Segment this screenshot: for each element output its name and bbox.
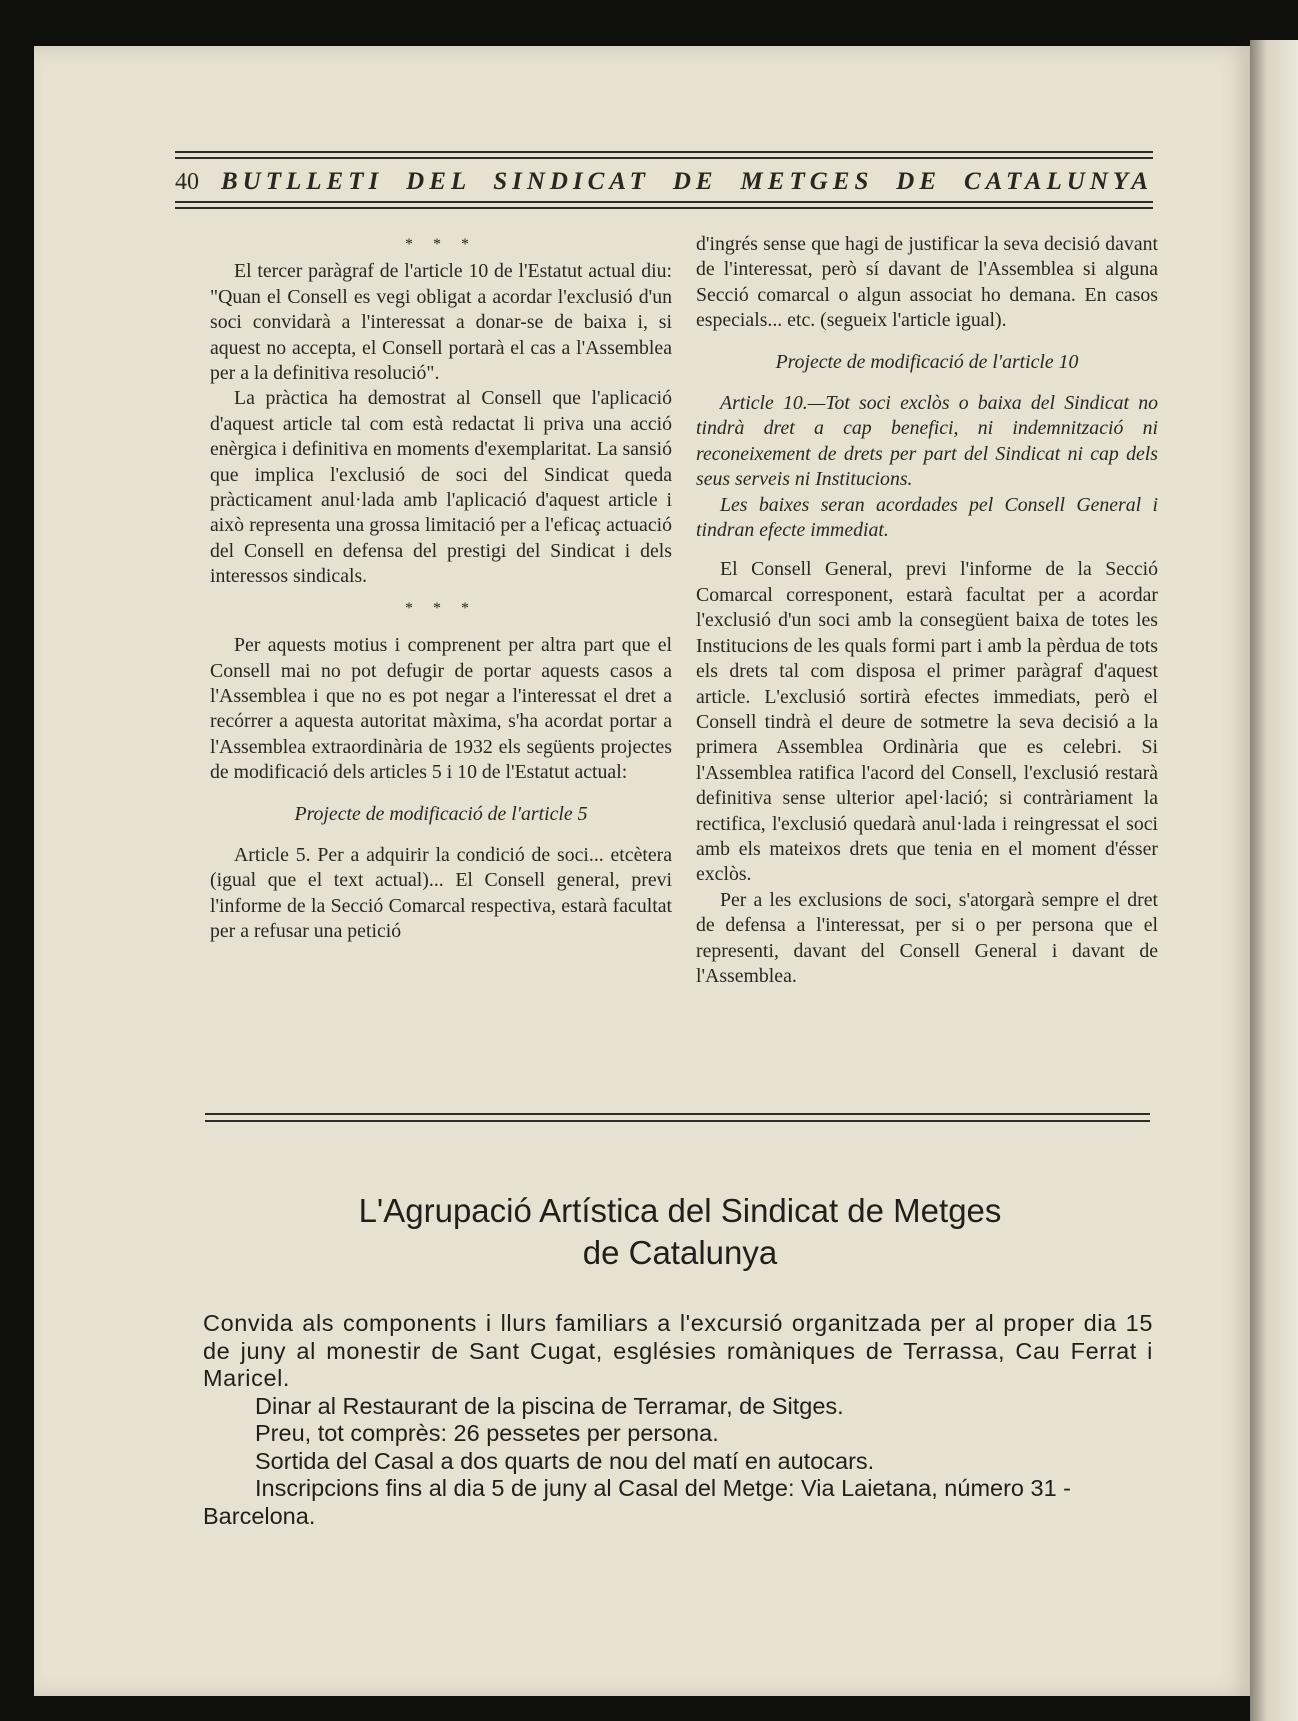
notice-title-line: L'Agrupació Artística del Sindicat de Metges: [358, 1192, 1002, 1229]
notice-body: [203, 1310, 1153, 1530]
paragraph: Article 5. Per a adquirir la condició de soci... etcètera (igual que el text actual)... El Consell general, previ l'informe de la Secció Comarcal respectiva, estarà facultat per a refusar una petició: [210, 843, 672, 943]
next-page-edge: [1250, 40, 1298, 1721]
left-column: [210, 232, 672, 945]
header-top-rule: [175, 151, 1153, 159]
header-bottom-rule: [175, 201, 1153, 209]
notice-text: Inscripcions fins al dia 5 de juny al Casal del Metge: Via Laietana, número 31 - Barcelona.: [203, 1475, 1072, 1529]
running-header: [175, 166, 1153, 198]
section-divider: [205, 1113, 1150, 1122]
subheading: Projecte de modificació de l'article 5: [294, 802, 588, 825]
paragraph: Per aquests motius i comprenent per altra part que el Consell mai no pot defugir de portar aquests casos a l'Assemblea i que no es pot negar a l'interessat el dret a recórrer a aquesta autoritat màxima, s'ha acordat portar a l'Assemblea extraordinària de 1932 els següents projectes de modificació dels articles 5 i 10 de l'Estatut actual:: [210, 634, 672, 784]
paragraph: El Consell General, previ l'informe de la Secció Comarcal corresponent, estarà facultat per a acordar l'exclusió d'un soci amb la consegüent baixa de totes les Institucions de les quals formi part i amb la pèrdua de tots els drets tal com disposa el primer paràgraf d'aquest article. L'exclusió sortirà efectes immediats, però el Consell tindrà el deure de sotmetre la seva decisió a la primera Assemblea Ordinària que es celebri. Si l'Assemblea ratifica l'acord del Consell, l'exclusió restarà definitiva sense ulterior apel·lació; si contràriament la rectifica, l'exclusió quedarà anul·lada i reingressat el soci amb els mateixos drets que tenia en el moment d'ésser exclòs.: [696, 558, 1158, 886]
notice-text: Sortida del Casal a dos quarts de nou del matí en autocars.: [255, 1447, 875, 1474]
right-column: [696, 232, 1158, 989]
section-separator: * * *: [405, 236, 477, 253]
article-text: Article 10.—Tot soci exclòs o baixa del Sindicat no tindrà dret a cap benefici, ni indemnització ni reconeixement de drets per part del Sindicat ni cap dels seus serveis ni Institucions.: [696, 392, 1158, 491]
paragraph: La pràctica ha demostrat al Consell que l'aplicació d'aquest article tal com està redactat li priva una acció enèrgica i definitiva en moments d'exemplaritat. La sansió que implica l'exclusió de soci del Sindicat queda pràcticament anul·lada amb l'aplicació d'aquest article i això representa una grossa limitació per a l'eficaç actuació del Consell en defensa del prestigi del Sindicat i dels interessos sindicals.: [210, 387, 672, 588]
article-text: Les baixes seran acordades pel Consell General i tindran efecte immediat.: [696, 493, 1158, 542]
paragraph: Per a les exclusions de soci, s'atorgarà sempre el dret de defensa a l'interessat, per si o per persona que el representi, davant del Consell General i davant de l'Assemblea.: [696, 888, 1158, 987]
paragraph: El tercer paràgraf de l'article 10 de l'Estatut actual diu: "Quan el Consell es vegi obligat a acordar l'exclusió d'un soci convidarà a l'interessat a donar-se de baixa i, si aquest no accepta, el Consell portarà el cas a l'Assemblea per a la definitiva resolució".: [210, 260, 672, 385]
notice-title-line: de Catalunya: [582, 1234, 778, 1271]
notice-text: Convida als components i llurs familiars a l'excursió organitzada per al proper dia 15 de juny al monestir de Sant Cugat, esglésies romàniques de Terrassa, Cau Ferrat i Maricel.: [203, 1310, 1153, 1391]
notice-text: Dinar al Restaurant de la piscina de Terramar, de Sitges.: [255, 1392, 844, 1419]
notice-text: Preu, tot comprès: 26 pessetes per persona.: [255, 1420, 719, 1446]
paragraph: d'ingrés sense que hagi de justificar la seva decisió davant de l'interessat, però sí davant de l'Assemblea si alguna Secció comarcal o algun associat ho demana. En casos especials... etc. (segueix l'article igual).: [696, 233, 1158, 332]
notice-title: [200, 1190, 1160, 1274]
section-separator: * * *: [405, 599, 477, 617]
publication-title: BUTLLETI DEL SINDICAT DE METGES DE CATALUNYA: [221, 168, 1153, 195]
page-number: 40: [175, 168, 199, 195]
subheading: Projecte de modificació de l'article 10: [775, 350, 1079, 373]
